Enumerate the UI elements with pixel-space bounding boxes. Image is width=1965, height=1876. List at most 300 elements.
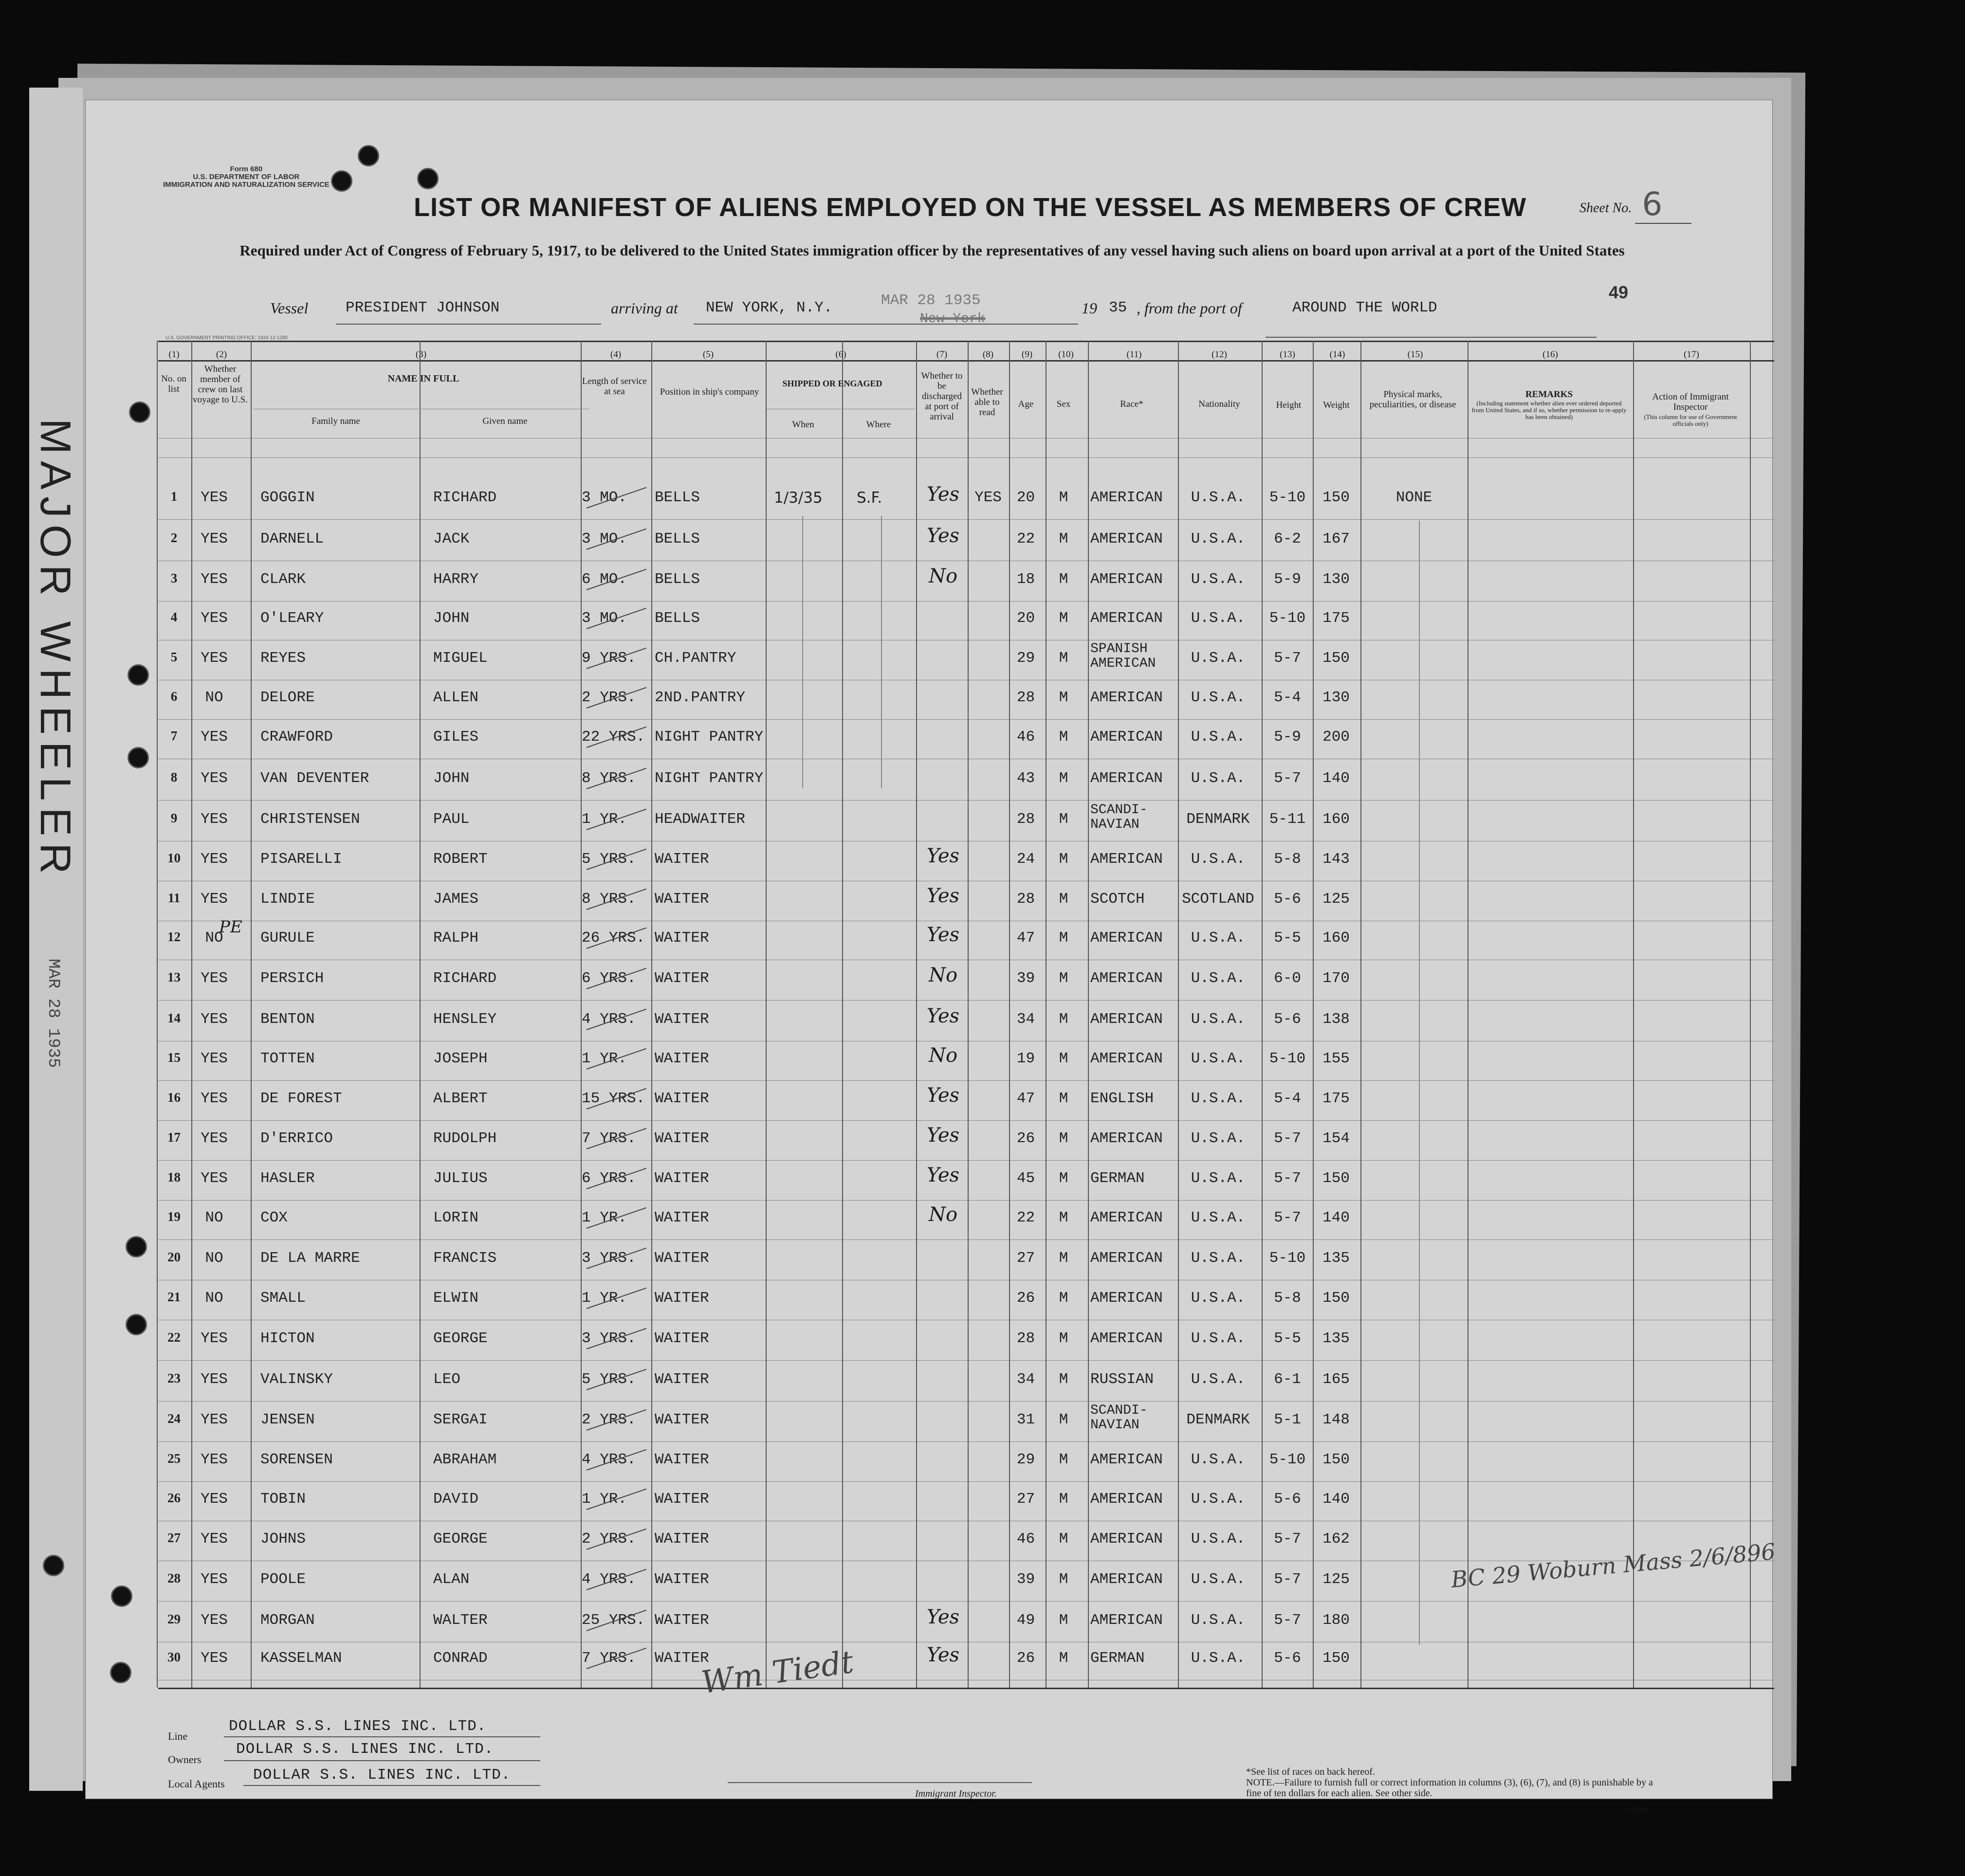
cell-height: 5-7 (1274, 1130, 1301, 1147)
column-rule (420, 341, 421, 1688)
cell-sex: M (1059, 1330, 1068, 1347)
cell-nationality: U.S.A. (1191, 1491, 1246, 1508)
cell-nationality: U.S.A. (1191, 1330, 1246, 1347)
row-rule (158, 1080, 1774, 1081)
cell-position: WAITER (655, 1290, 709, 1307)
footnote-races: *See list of races on back hereof. (1246, 1767, 1375, 1777)
cell-weight: 150 (1322, 1650, 1350, 1667)
cell-nationality: U.S.A. (1191, 1011, 1246, 1028)
cell-height: 5-7 (1274, 1530, 1301, 1548)
cell-race: AMERICAN (1090, 1011, 1163, 1028)
cell-age: 19 (1016, 1050, 1035, 1067)
cell-member: YES (201, 1411, 228, 1428)
cell-no: 20 (167, 1250, 181, 1264)
cell-nationality: U.S.A. (1191, 1371, 1246, 1388)
cell-height: 5-4 (1274, 689, 1301, 706)
cell-position: WAITER (655, 1011, 709, 1028)
cell-service: 9 YRS. (582, 650, 636, 667)
cell-weight: 180 (1322, 1612, 1350, 1629)
cell-member: YES (201, 610, 228, 627)
cell-height: 5-6 (1274, 1650, 1301, 1667)
cell-family: DELORE (260, 689, 315, 706)
punch-hole (128, 664, 149, 686)
cell-no: 19 (167, 1209, 181, 1224)
cell-service: 6 YRS. (582, 970, 636, 987)
cell-family: GOGGIN (260, 489, 315, 506)
cell-race: GERMAN (1090, 1650, 1145, 1667)
cell-given: RICHARD (433, 489, 497, 506)
header-given-name: Given name (482, 416, 528, 426)
cell-race: RUSSIAN (1090, 1371, 1154, 1388)
cell-given: GEORGE (433, 1330, 488, 1347)
cell-race: AMERICAN (1090, 689, 1163, 706)
cell-weight: 138 (1322, 1011, 1350, 1028)
cell-age: 20 (1016, 610, 1035, 627)
cell-family: SMALL (260, 1290, 306, 1307)
cell-nationality: U.S.A. (1191, 1209, 1246, 1226)
cell-family: D'ERRICO (260, 1130, 333, 1147)
column-rule (251, 341, 252, 1688)
cell-no: 8 (170, 770, 178, 784)
cell-position: WAITER (655, 1130, 709, 1147)
cell-race: SPANISH (1090, 641, 1148, 656)
cell-height: 5-9 (1274, 571, 1301, 588)
row-rule (158, 1200, 1774, 1201)
row-rule (158, 1120, 1774, 1121)
cell-weight: 150 (1322, 1170, 1350, 1187)
cell-member: YES (201, 729, 228, 746)
cell-member: NO (205, 1250, 223, 1267)
inspector-signature: Wm Tiedt (699, 1644, 856, 1701)
form-identifier (163, 165, 330, 189)
cell-discharge: Yes (926, 885, 960, 907)
cell-sex: M (1059, 1491, 1068, 1508)
inspector-label: Immigrant Inspector. (915, 1788, 997, 1799)
cell-height: 5-8 (1274, 851, 1301, 868)
cell-position: NIGHT PANTRY (655, 729, 764, 746)
cell-service: 1 YR. (582, 1290, 627, 1307)
punch-hole (331, 170, 352, 192)
arriving-label: arriving at (611, 299, 678, 317)
cell-physical: NONE (1396, 489, 1432, 506)
cell-family: POOLE (260, 1571, 306, 1588)
row-rule (158, 1239, 1774, 1240)
cell-nationality: U.S.A. (1191, 1530, 1246, 1548)
cell-age: 26 (1016, 1650, 1035, 1667)
cell-family: PERSICH (260, 970, 324, 987)
cell-position: WAITER (655, 1209, 709, 1226)
cell-member: YES (201, 1650, 228, 1667)
cell-race: SCOTCH (1090, 891, 1145, 908)
cell-nationality: U.S.A. (1191, 1250, 1246, 1267)
cell-discharge: No (928, 565, 958, 587)
cell-sex: M (1059, 729, 1068, 746)
service-name: IMMIGRATION AND NATURALIZATION SERVICE (163, 181, 330, 189)
cell-member: YES (201, 1571, 228, 1588)
underline (336, 324, 601, 325)
cell-no: 5 (170, 650, 178, 664)
cell-discharge: Yes (926, 1005, 960, 1027)
cell-sex: M (1059, 1130, 1068, 1147)
cell-age: 47 (1016, 929, 1035, 947)
column-rule (1468, 341, 1469, 1688)
form-number: Form 680 (230, 165, 263, 173)
cell-no: 25 (167, 1451, 181, 1466)
cell-family: CLARK (260, 571, 306, 588)
cell-race: AMERICAN (1090, 1050, 1163, 1067)
cell-race: AMERICAN (1090, 1130, 1163, 1147)
cell-member: YES (201, 1011, 228, 1028)
punch-hole (43, 1555, 64, 1576)
header-physical-marks: Physical marks, peculiarities, or disease (1369, 389, 1456, 410)
cell-given: SERGAI (433, 1411, 488, 1428)
cell-position: BELLS (655, 571, 700, 588)
cell-position: 2ND.PANTRY (655, 689, 746, 706)
sheet-number-label: Sheet No. (1579, 200, 1632, 216)
cell-discharge: No (928, 1044, 958, 1067)
cell-service: 4 YRS. (582, 1011, 636, 1028)
cell-height: 5-7 (1274, 770, 1301, 787)
cell-member: NO (205, 1209, 223, 1226)
cell-height: 5-5 (1274, 929, 1301, 947)
row-rule (158, 1401, 1774, 1402)
cell-family: PISARELLI (260, 851, 342, 868)
cell-age: 29 (1016, 1451, 1035, 1468)
cell-weight: 162 (1322, 1530, 1350, 1548)
cell-sex: M (1059, 770, 1068, 787)
cell-age: 28 (1016, 811, 1035, 828)
ditto-mark (881, 516, 882, 788)
cell-family: JENSEN (260, 1411, 315, 1428)
cell-member: YES (201, 970, 228, 987)
cell-given: RICHARD (433, 970, 497, 987)
cell-no: 13 (167, 970, 181, 984)
cell-service: 1 YR. (582, 811, 627, 828)
cell-service: 7 YRS. (582, 1650, 636, 1667)
cell-given: FRANCIS (433, 1250, 497, 1267)
cell-sex: M (1059, 650, 1068, 667)
cell-family: DE LA MARRE (260, 1250, 360, 1267)
row-rule (158, 800, 1774, 801)
cell-position: WAITER (655, 1371, 709, 1388)
sheet-number-value: 6 (1635, 185, 1691, 224)
cell-sex: M (1059, 489, 1068, 506)
header-when: When (792, 419, 814, 430)
header-weight: Weight (1323, 400, 1350, 410)
cell-nationality: U.S.A. (1191, 1290, 1246, 1307)
row-rule (158, 519, 1774, 520)
cell-service: 7 YRS. (582, 1130, 636, 1147)
cell-weight: 160 (1322, 811, 1350, 828)
cell-weight: 125 (1322, 1571, 1350, 1588)
cell-age: 46 (1016, 729, 1035, 746)
header-length-of-service: Length of service at sea (582, 376, 647, 397)
punch-hole (126, 1236, 147, 1257)
cell-sex: M (1059, 851, 1068, 868)
cell-race: AMERICAN (1090, 1209, 1163, 1226)
cell-race: AMERICAN (1090, 489, 1163, 506)
cell-family: TOBIN (260, 1491, 306, 1508)
cell-sex: M (1059, 1011, 1068, 1028)
cell-no: 18 (167, 1170, 181, 1184)
cell-nationality: DENMARK (1186, 811, 1250, 828)
cell-weight: 140 (1322, 1209, 1350, 1226)
cell-height: 5-10 (1269, 1451, 1306, 1468)
cell-given: ELWIN (433, 1290, 479, 1307)
column-number: (14) (1329, 349, 1345, 360)
column-number: (4) (610, 349, 622, 360)
cell-no: 14 (167, 1011, 181, 1025)
cell-no: 21 (167, 1290, 181, 1304)
cell-position: WAITER (655, 1330, 709, 1347)
cell-service: 3 MO. (582, 530, 627, 547)
cell-service: 5 YRS. (582, 851, 636, 868)
cell-sex: M (1059, 1209, 1068, 1226)
cell-position: WAITER (655, 1491, 709, 1508)
cell-nationality: U.S.A. (1191, 1451, 1246, 1468)
year-prefix: 19 (1082, 299, 1097, 317)
cell-sex: M (1059, 1371, 1068, 1388)
cell-position: WAITER (655, 1530, 709, 1548)
header-no-on-list: No. on list (161, 374, 186, 394)
year-suffix: 35 (1109, 299, 1127, 316)
header-able-to-read: Whether able to read (971, 387, 1003, 418)
cell-nationality: U.S.A. (1191, 929, 1246, 947)
cell-nationality: U.S.A. (1191, 530, 1246, 547)
cell-age: 27 (1016, 1491, 1035, 1508)
column-number: (7) (936, 349, 948, 360)
cell-age: 34 (1016, 1011, 1035, 1028)
cell-no: 23 (167, 1371, 181, 1385)
cell-race: AMERICAN (1090, 929, 1163, 947)
cell-age: 28 (1016, 891, 1035, 908)
cell-race: AMERICAN (1090, 770, 1163, 787)
cell-given: JULIUS (433, 1170, 488, 1187)
cell-weight: 135 (1322, 1330, 1350, 1347)
from-port: AROUND THE WORLD (1292, 299, 1437, 316)
cell-weight: 148 (1322, 1411, 1350, 1428)
header-position: Position in ship's company (660, 387, 759, 397)
cell-position: WAITER (655, 891, 709, 908)
cell-family: CRAWFORD (260, 729, 333, 746)
cell-discharge: Yes (926, 845, 960, 867)
cell-service: 2 YRS. (582, 1530, 636, 1548)
cell-no: 30 (167, 1650, 181, 1664)
cell-height: 5-6 (1274, 1491, 1301, 1508)
footnote-penalty: NOTE.—Failure to furnish full or correct information in columns (3), (6), (7), and (8) is punishable by a fine of ten dollars for each alien. See other side. (1246, 1777, 1653, 1799)
header-age: Age (1018, 399, 1034, 409)
cell-weight: 160 (1322, 929, 1350, 947)
cell-race: AMERICAN (1090, 1451, 1163, 1468)
column-number: (1) (168, 349, 180, 360)
cell-weight: 170 (1322, 970, 1350, 987)
cell-sex: M (1059, 689, 1068, 706)
cell-weight: 200 (1322, 729, 1350, 746)
column-number: (5) (702, 349, 714, 360)
column-rule (1262, 341, 1263, 1688)
cell-height: 5-1 (1274, 1411, 1301, 1428)
column-rule (1046, 341, 1047, 1688)
underline (224, 1736, 540, 1737)
row-rule (158, 1160, 1774, 1161)
cell-age: 45 (1016, 1170, 1035, 1187)
print-note: U.S. GOVERNMENT PRINTING OFFICE: 1934 12-1280 (165, 335, 288, 341)
cell-service: 8 YRS. (582, 891, 636, 908)
cell-height: 5-7 (1274, 650, 1301, 667)
cell-no: 22 (167, 1330, 181, 1345)
cell-no: 15 (167, 1050, 181, 1065)
cell-race-line2: NAVIAN (1090, 1418, 1139, 1433)
cell-sex: M (1059, 530, 1068, 547)
cell-race-line2: AMERICAN (1090, 656, 1156, 671)
punch-hole (417, 168, 439, 189)
column-rule (916, 341, 917, 1688)
cell-sex: M (1059, 970, 1068, 987)
column-number: (9) (1021, 349, 1033, 360)
cell-sex: M (1059, 1530, 1068, 1548)
cell-discharge: No (928, 1203, 958, 1226)
owners-value: DOLLAR S.S. LINES INC. LTD. (236, 1741, 494, 1758)
cell-weight: 175 (1322, 610, 1350, 627)
cell-no: 16 (167, 1090, 181, 1105)
cell-sex: M (1059, 1170, 1068, 1187)
cell-height: 5-10 (1269, 489, 1306, 506)
cell-height: 5-11 (1269, 811, 1306, 828)
cell-sex: M (1059, 1411, 1068, 1428)
cell-weight: 125 (1322, 891, 1350, 908)
cell-race: SCANDI- (1090, 802, 1148, 818)
cell-height: 6-1 (1274, 1371, 1301, 1388)
row-rule (158, 1441, 1774, 1442)
cell-given: DAVID (433, 1491, 479, 1508)
cell-age: 18 (1016, 571, 1035, 588)
cell-no: 2 (170, 530, 178, 545)
cell-sex: M (1059, 891, 1068, 908)
page-title: LIST OR MANIFEST OF ALIENS EMPLOYED ON THE VESSEL AS MEMBERS OF CREW (414, 193, 1527, 222)
cell-weight: 175 (1322, 1090, 1350, 1107)
cell-sex: M (1059, 1090, 1068, 1107)
header-name-in-full: NAME IN FULL (387, 373, 459, 384)
cell-weight: 150 (1322, 1290, 1350, 1307)
cell-height: 6-2 (1274, 530, 1301, 547)
cell-age: 34 (1016, 1371, 1035, 1388)
cell-sex: M (1059, 929, 1068, 947)
cell-given: RALPH (433, 929, 479, 947)
cell-family: O'LEARY (260, 610, 324, 627)
cell-age: 29 (1016, 650, 1035, 667)
cell-race: GERMAN (1090, 1170, 1145, 1187)
column-number: (8) (982, 349, 994, 360)
cell-height: 5-5 (1274, 1330, 1301, 1347)
cell-service: 3 MO. (582, 610, 627, 627)
cell-member: YES (201, 770, 228, 787)
ditto-mark (1419, 521, 1420, 1645)
cell-member: YES (201, 650, 228, 667)
cell-weight: 143 (1322, 851, 1350, 868)
cell-race: AMERICAN (1090, 1571, 1163, 1588)
cell-position: WAITER (655, 970, 709, 987)
row-rule (158, 1000, 1774, 1001)
cell-age: 43 (1016, 770, 1035, 787)
punch-hole (110, 1662, 131, 1683)
cell-given: PAUL (433, 811, 470, 828)
cell-given: ALLEN (433, 689, 479, 706)
underline (224, 1760, 540, 1761)
punch-hole (358, 145, 379, 166)
cell-discharge: Yes (926, 1124, 960, 1147)
column-rule (1088, 341, 1089, 1688)
cell-position: WAITER (655, 1250, 709, 1267)
cell-service: 22 YRS. (582, 729, 645, 746)
header-where: Where (866, 419, 891, 430)
cell-position: WAITER (655, 929, 709, 947)
column-rule (651, 341, 652, 1688)
cell-weight: 165 (1322, 1371, 1350, 1388)
cell-nationality: U.S.A. (1191, 571, 1246, 588)
cell-service: 6 MO. (582, 571, 627, 588)
cell-given: LEO (433, 1371, 460, 1388)
cell-member: NO (205, 1290, 223, 1307)
punch-hole (128, 747, 149, 768)
cell-sex: M (1059, 610, 1068, 627)
cell-no: 4 (170, 610, 178, 624)
cell-age: 26 (1016, 1130, 1035, 1147)
cell-service: 15 YRS. (582, 1090, 645, 1107)
cell-no: 1 (170, 489, 178, 504)
header-shipped-or-engaged: SHIPPED OR ENGAGED (782, 379, 882, 388)
cell-position: WAITER (655, 1650, 709, 1667)
inspector-signature-line (728, 1782, 1032, 1783)
cell-race: AMERICAN (1090, 729, 1163, 746)
cell-sex: M (1059, 1290, 1068, 1307)
cell-weight: 130 (1322, 689, 1350, 706)
cell-position: BELLS (655, 489, 700, 506)
cell-discharge: Yes (926, 1084, 960, 1107)
cell-position: HEADWAITER (655, 811, 746, 828)
cell-given: LORIN (433, 1209, 479, 1226)
cell-member: NO (205, 929, 223, 947)
cell-race: AMERICAN (1090, 851, 1163, 868)
cell-member: YES (201, 1170, 228, 1187)
page-mark: 49 (1609, 282, 1629, 302)
cell-no: 28 (167, 1571, 181, 1585)
cell-nationality: U.S.A. (1191, 610, 1246, 627)
header-discharged: Whether to be discharged at port of arrival (921, 371, 963, 422)
cell-sex: M (1059, 1451, 1068, 1468)
row-rule (158, 1360, 1774, 1361)
cell-no: 24 (167, 1411, 181, 1426)
cell-position: WAITER (655, 851, 709, 868)
cell-service: 3 MO. (582, 489, 627, 506)
cell-height: 5-9 (1274, 729, 1301, 746)
form-code: 11-1280 (1628, 1806, 1648, 1813)
line-label: Line (168, 1730, 188, 1742)
cell-race: AMERICAN (1090, 1530, 1163, 1548)
cell-weight: 167 (1322, 530, 1350, 547)
cell-given: ALBERT (433, 1090, 488, 1107)
cell-member: YES (201, 1050, 228, 1067)
cell-given: ROBERT (433, 851, 488, 868)
cell-service: 4 YRS. (582, 1451, 636, 1468)
agents-label: Local Agents (168, 1778, 225, 1790)
row-rule (158, 1601, 1774, 1602)
header-race: Race* (1120, 399, 1143, 409)
column-rule (1750, 341, 1751, 1688)
header-action: Action of Immigrant Inspector (1652, 392, 1729, 412)
cell-discharge: Yes (926, 924, 960, 946)
cell-no: 11 (167, 891, 181, 905)
cell-age: 49 (1016, 1612, 1035, 1629)
